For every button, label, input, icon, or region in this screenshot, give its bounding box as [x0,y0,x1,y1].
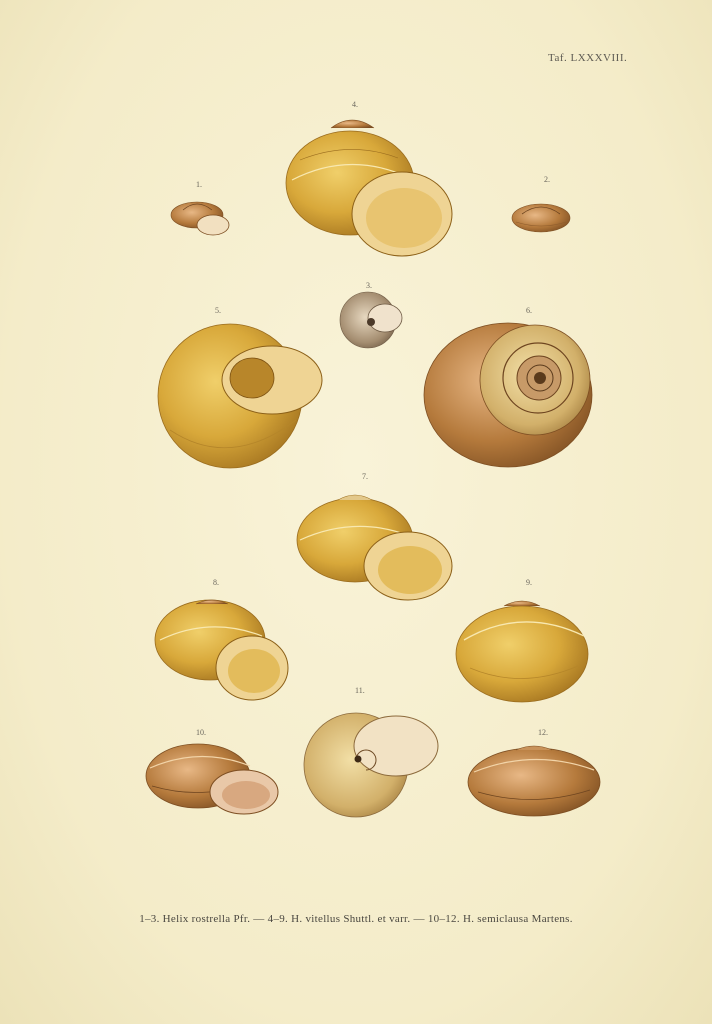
figure-label-4: 4. [352,100,358,109]
shell-figure-4 [286,120,452,256]
figure-label-3: 3. [366,281,372,290]
figure-label-5: 5. [215,306,221,315]
figure-label-1: 1. [196,180,202,189]
shell-figure-12 [468,746,600,816]
figure-label-8: 8. [213,578,219,587]
figure-label-2: 2. [544,175,550,184]
figure-label-10: 10. [196,728,206,737]
plate-number: Taf. LXXXVIII. [548,52,628,64]
figure-label-11: 11. [355,686,365,695]
shell-figure-2 [512,204,570,232]
figure-label-7: 7. [362,472,368,481]
shell-figure-9 [456,601,588,702]
shell-figure-10 [146,744,278,814]
figure-label-12: 12. [538,728,548,737]
plate-caption: 1–3. Helix rostrella Pfr. — 4–9. H. vitellus Shuttl. et varr. — 10–12. H. semiclausa Martens. [139,913,573,925]
shell-figure-11 [304,713,438,817]
shell-figure-6 [424,323,592,467]
shell-figure-7 [297,495,452,600]
shell-figure-8 [155,600,288,700]
figure-label-9: 9. [526,578,532,587]
shell-figure-1 [171,202,229,235]
shell-figure-5 [158,324,322,468]
shell-figure-3 [340,292,402,348]
figure-label-6: 6. [526,306,532,315]
